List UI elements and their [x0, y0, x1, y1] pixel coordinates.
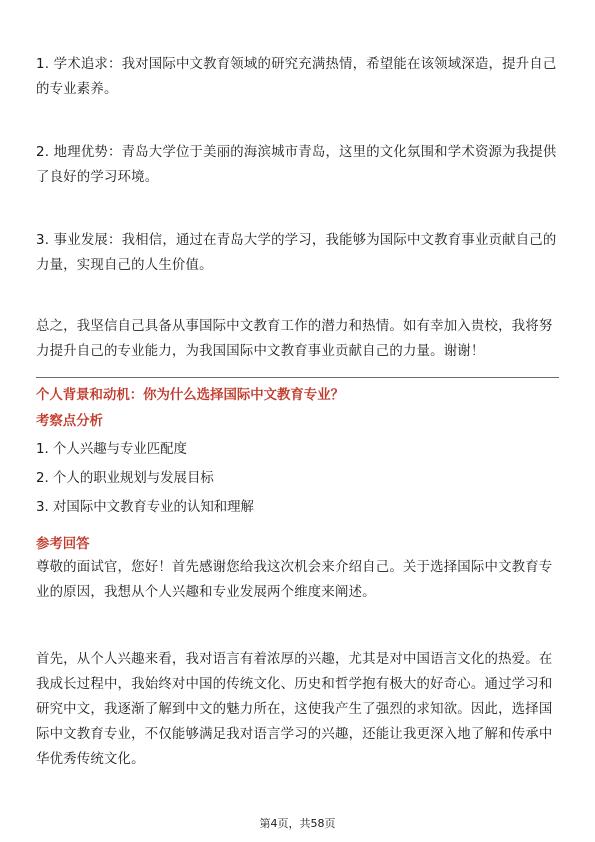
paragraph-geographic-advantage: 2. 地理优势：青岛大学位于美丽的海滨城市青岛，这里的文化氛围和学术资源为我提供了良好的学习环境。: [36, 145, 557, 185]
analysis-point: 2. 个人的职业规划与发展目标: [36, 471, 214, 486]
paragraph-career-development: 3. 事业发展：我相信，通过在青岛大学的学习，我能够为国际中文教育事业贡献自己的力量，实现自己的人生价值。: [36, 233, 557, 273]
answer-label: 参考回答: [36, 537, 90, 552]
paragraph-academic-pursuit: 1. 学术追求：我对国际中文教育领域的研究充满热情，希望能在该领域深造，提升自己的专业素养。: [36, 57, 557, 97]
analysis-point: 3. 对国际中文教育专业的认知和理解: [36, 500, 254, 515]
question-title: 个人背景和动机：你为什么选择国际中文教育专业？: [36, 388, 344, 403]
section-divider: [36, 377, 559, 378]
paragraph-conclusion: 总之，我坚信自己具备从事国际中文教育工作的潜力和热情。如有幸加入贵校，我将努力提升自己的专业能力，为我国国际中文教育事业贡献自己的力量。谢谢！: [36, 319, 553, 359]
answer-paragraph-interest: 首先，从个人兴趣来看，我对语言有着浓厚的兴趣，尤其是对中国语言文化的热爱。在我成长过程中，我始终对中国的传统文化、历史和哲学抱有极大的好奇心。通过学习和研究中文，我逐渐了解到中文的魅力所在，这使我产生了强烈的求知欲。因此，选择国际中文教育专业，不仅能够满足我对语言学习的兴趣，还能让我更深入地了解和传承中华优秀传统文化。: [36, 652, 553, 767]
analysis-label: 考察点分析: [36, 414, 103, 429]
analysis-point: 1. 个人兴趣与专业匹配度: [36, 442, 187, 457]
answer-paragraph-intro: 尊敬的面试官，您好！首先感谢您给我这次机会来介绍自己。关于选择国际中文教育专业的原因，我想从个人兴趣和专业发展两个维度来阐述。: [36, 560, 553, 600]
page-number: 第4页，共58页: [259, 817, 336, 830]
